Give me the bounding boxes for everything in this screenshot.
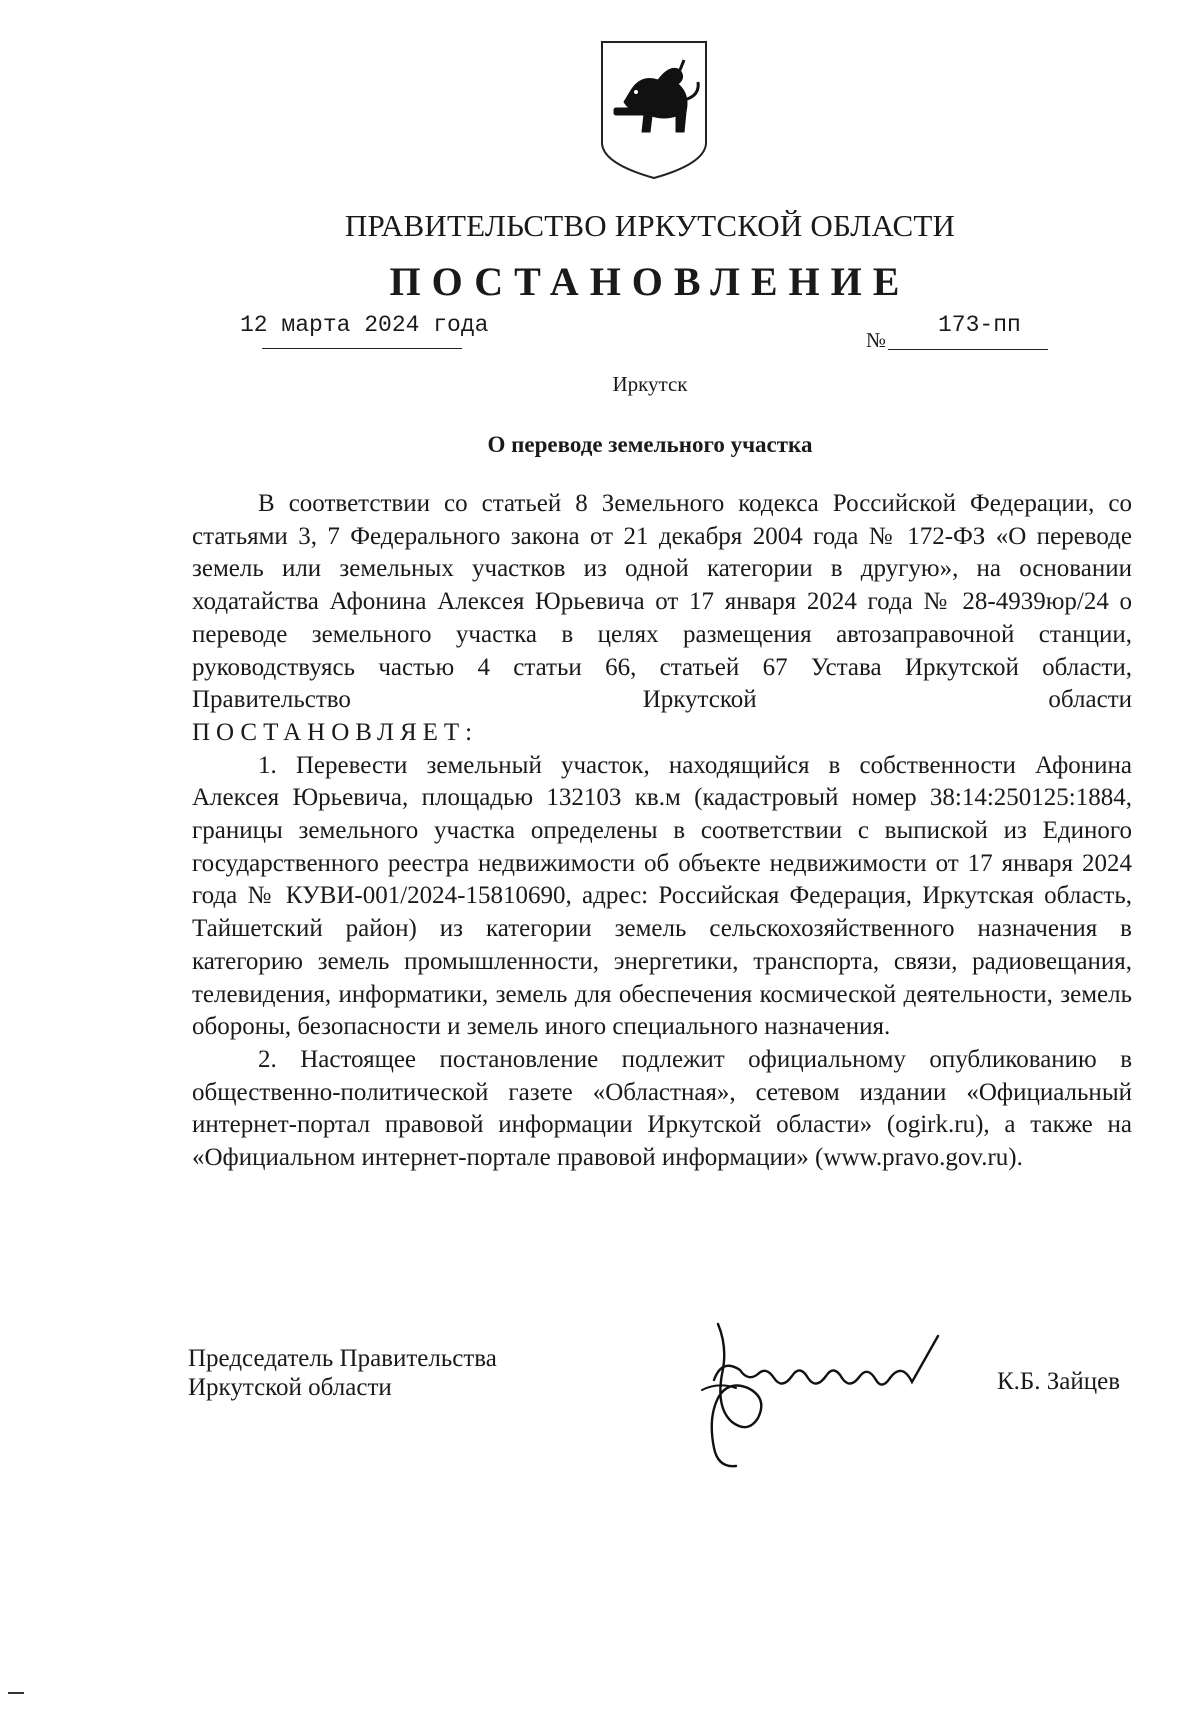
document-type: ПОСТАНОВЛЕНИЕ	[389, 259, 911, 304]
document-number: 173-пп	[938, 312, 1021, 338]
number-underline	[888, 349, 1048, 350]
organization-name: ПРАВИТЕЛЬСТВО ИРКУТСКОЙ ОБЛАСТИ	[344, 208, 956, 243]
item-1-paragraph: 1. Перевести земельный участок, находящийся в собственности Афонина Алексея Юрьевича, площадью 132103 кв.м (кадастровый номер 38:14:250125:1884, границы земельного участка определены в соответствии с выпиской из Единого государственного реестра недвижимости об объекте недвижимости от 17 января 2024 года № КУВИ-001/2024-15810690, адрес: Российская Федерация, Иркутская область, Тайшетский район) из категории земель сельскохозяйственного назначения в категорию земель промышленности, энергетики, транспорта, связи, радиовещания, телевидения, информатики, земель для обеспечения космической деятельности, земель обороны, безопасности и земель иного специального назначения.	[192, 751, 1132, 1041]
item-2-paragraph: 2. Настоящее постановление подлежит официальному опубликованию в общественно-политической газете «Областная», сетевом издании «Официальный интернет-портал правовой информации Иркутской области» (ogirk.ru), а также на «Официальном интернет-портале правовой информации» (www.pravo.gov.ru).	[192, 1045, 1132, 1172]
decree-word: ПОСТАНОВЛЯЕТ:	[192, 718, 479, 746]
signer-position	[188, 1344, 497, 1402]
document-body	[192, 488, 1132, 1175]
number-sign: №	[866, 328, 887, 352]
document-title: О переводе земельного участка	[487, 432, 813, 457]
babr-animal-icon	[614, 60, 698, 132]
document-date: 12 марта 2024 года	[240, 312, 489, 338]
signer-position-line-2: Иркутской области	[188, 1374, 392, 1401]
signer-name: К.Б. Зайцев	[997, 1368, 1121, 1395]
signer-position-line-1: Председатель Правительства	[188, 1345, 497, 1372]
preamble-paragraph: В соответствии со статьей 8 Земельного кодекса Российской Федерации, со статьями 3, 7 Федерального закона от 21 декабря 2004 года № 172-ФЗ «О переводе земель или земельных участков из одной категории в другую», на основании ходатайства Афонина Алексея Юрьевича от 17 января 2024 года № 28-4939юр/24 о переводе земельного участка в целях размещения автозаправочной станции, руководствуясь частью 4 статьи 66, статьей 67 Устава Иркутской области, Правительство Иркутской области	[192, 490, 1132, 714]
date-underline	[262, 348, 462, 349]
scan-edge-mark	[8, 1692, 24, 1694]
city-name: Иркутск	[612, 372, 688, 396]
handwritten-signature	[688, 1318, 944, 1472]
emblem-shield-icon	[600, 40, 708, 180]
coat-of-arms-emblem	[600, 40, 708, 180]
signature-scribble-icon	[688, 1318, 944, 1472]
